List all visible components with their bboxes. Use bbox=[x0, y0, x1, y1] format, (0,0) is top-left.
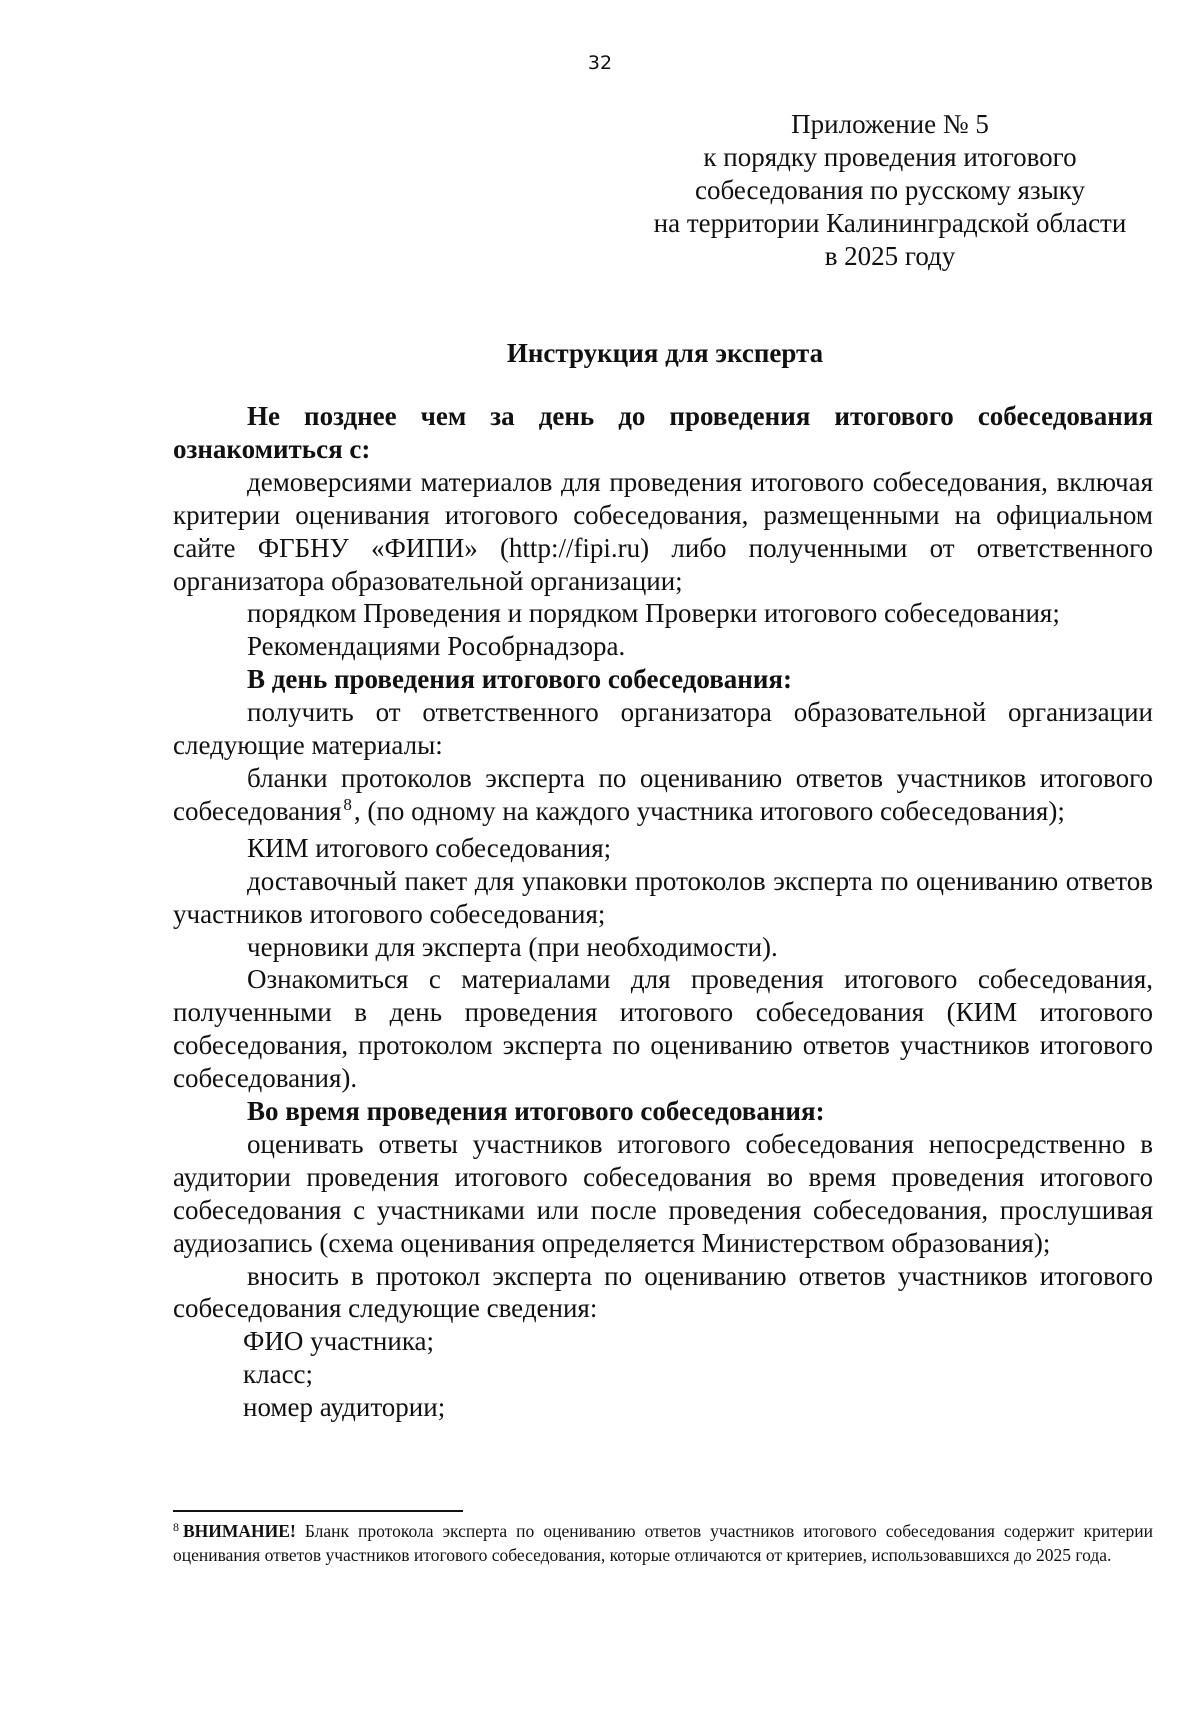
paragraph-text: бланки протоколов эксперта по оцениванию ответов участников итогового собеседования bbox=[173, 762, 1153, 826]
footnote-divider bbox=[173, 1510, 463, 1512]
appendix-line: в 2025 году bbox=[824, 241, 956, 271]
appendix-line: Приложение № 5 bbox=[791, 109, 989, 139]
footnote bbox=[173, 1520, 1153, 1566]
section-heading-before: Не позднее чем за день до проведения итогового собеседования ознакомиться с: bbox=[173, 401, 1153, 464]
paragraph: вносить в протокол эксперта по оцениванию ответов участников итогового собеседования следующие сведения: bbox=[173, 1260, 1153, 1324]
footnote-attention: ВНИМАНИЕ! bbox=[183, 1521, 296, 1541]
document-body bbox=[173, 400, 1153, 1424]
paragraph-text: , (по одному на каждого участника итогового собеседования); bbox=[353, 795, 1065, 826]
paragraph-blanks bbox=[173, 762, 1153, 832]
paragraph: демоверсиями материалов для проведения итогового собеседования, включая критерии оценивания итогового собеседования, размещенными на официальном сайте ФГБНУ «ФИПИ» (http://fipi.ru) либо полученными от ответственного организатора образовательной организации; bbox=[173, 466, 1153, 596]
footnote-number: 8 bbox=[173, 1520, 179, 1534]
section-heading-day-of: В день проведения итогового собеседования: bbox=[247, 664, 792, 695]
footnote-text: Бланк протокола эксперта по оцениванию ответов участников итогового собеседования содержит критерии оценивания ответов участников итогового собеседования, которые отличаются от критериев, использовавшихся до 2025 года. bbox=[173, 1521, 1153, 1565]
appendix-line: на территории Калининградской области bbox=[653, 208, 1127, 238]
list-item: ФИО участника; bbox=[243, 1326, 435, 1357]
footnote-reference: 8 bbox=[343, 794, 352, 814]
section-heading-during: Во время проведения итогового собеседования: bbox=[247, 1096, 825, 1127]
paragraph: черновики для эксперта (при необходимости). bbox=[247, 931, 778, 962]
appendix-header bbox=[620, 108, 1160, 273]
paragraph: получить от ответственного организатора образовательной организации следующие материалы: bbox=[173, 697, 1153, 761]
paragraph: Рекомендациями Рособрнадзора. bbox=[247, 631, 626, 662]
paragraph: порядком Проведения и порядком Проверки итогового собеседования; bbox=[247, 598, 1060, 629]
paragraph: Ознакомиться с материалами для проведения итогового собеседования, полученными в день проведения итогового собеседования (КИМ итогового собеседования, протоколом эксперта по оцениванию ответов участников итогового собеседования). bbox=[173, 964, 1153, 1094]
list-item: класс; bbox=[243, 1359, 314, 1390]
appendix-line: собеседования по русскому языку bbox=[695, 175, 1085, 205]
paragraph: оценивать ответы участников итогового собеседования непосредственно в аудитории проведения итогового собеседования во время проведения итогового собеседования с участниками или после проведения собеседования, прослушивая аудиозапись (схема оценивания определяется Министерством образования); bbox=[173, 1128, 1153, 1258]
appendix-line: к порядку проведения итогового bbox=[703, 142, 1077, 172]
list-item: номер аудитории; bbox=[243, 1392, 446, 1423]
paragraph: доставочный пакет для упаковки протоколов эксперта по оцениванию ответов участников итогового собеседования; bbox=[173, 865, 1153, 929]
document-title: Инструкция для эксперта bbox=[506, 338, 824, 368]
page-number: 32 bbox=[587, 52, 613, 74]
paragraph: КИМ итогового собеседования; bbox=[247, 832, 612, 863]
